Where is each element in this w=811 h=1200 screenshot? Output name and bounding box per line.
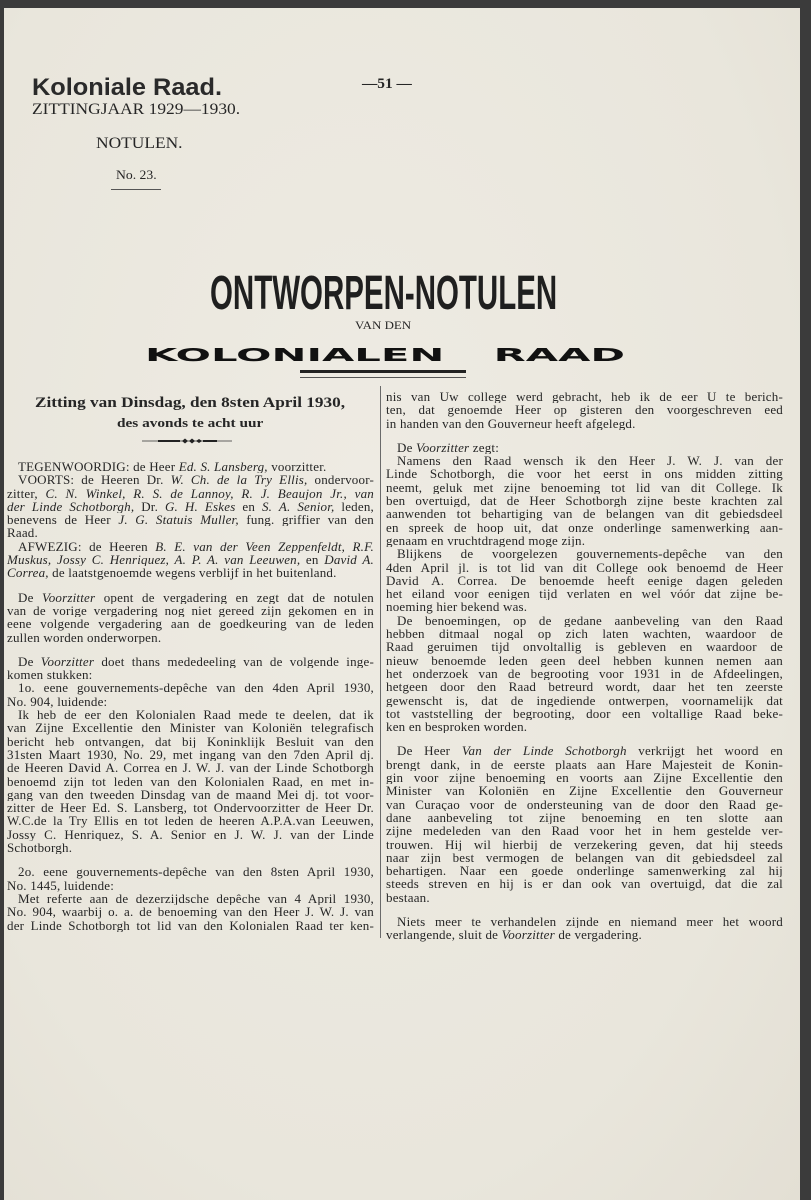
text-line-content — [18, 655, 374, 668]
document-title-text: ONTWORPEN-NOTULEN — [210, 267, 558, 320]
text-line-content — [18, 473, 374, 486]
issue-number-text: No. 23. — [116, 167, 157, 182]
text-run: Dr. — [134, 499, 165, 514]
text-run: ben overtuigd, dat de Heer Schotborgh zijne beste krachten zal — [386, 494, 783, 508]
text-line — [7, 460, 375, 473]
text-run: Linde Schotborgh, die voor het eerst in ons midden zitting — [386, 467, 783, 481]
text-line-content — [386, 600, 527, 613]
text-line-content — [386, 824, 783, 837]
text-line — [386, 824, 784, 837]
text-run: bestaan. — [386, 890, 430, 904]
text-line — [386, 707, 784, 720]
text-line — [386, 720, 784, 733]
text-line — [7, 695, 375, 708]
text-line — [386, 640, 784, 653]
italic-text-run: B. E. van der Veen Zeppenfeldt, R.F. — [155, 539, 374, 554]
text-line — [386, 928, 784, 941]
text-line-content — [7, 788, 374, 801]
page-number — [362, 76, 412, 93]
text-line — [7, 681, 375, 694]
text-line — [7, 566, 375, 579]
text-line — [386, 811, 784, 824]
text-run: VOORTS: de Heeren Dr. — [18, 473, 171, 487]
text-line-content — [386, 694, 783, 707]
text-line — [7, 828, 375, 841]
title-rule-thick — [300, 370, 466, 373]
text-run: behartigen. Naar een goede onderlinge samenwerking zal hij — [386, 864, 783, 878]
text-line — [7, 865, 375, 878]
text-run: opent de vergadering en zegt dat de notulen — [95, 590, 374, 604]
text-run: zullen worden onderworpen. — [7, 630, 162, 644]
text-run: De — [18, 590, 42, 604]
text-run: en — [300, 553, 325, 567]
text-run: doet thans mededeeling van de volgende inge- — [94, 654, 374, 669]
text-line-content — [7, 553, 374, 566]
text-section — [386, 441, 784, 734]
text-line — [386, 547, 784, 560]
text-line — [386, 694, 784, 707]
text-line — [386, 864, 784, 877]
meeting-heading-text: Zitting van Dinsdag, den 8sten April 1930, — [35, 395, 346, 411]
text-line-content — [18, 892, 374, 905]
text-line — [386, 680, 784, 693]
text-run: bericht heb ontvangen, dat bij Koninklijk Besluit van den — [7, 734, 374, 748]
column-divider — [380, 386, 381, 938]
paragraph — [386, 454, 784, 547]
italic-text-run: Voorzitter — [416, 440, 470, 455]
text-line — [7, 553, 375, 566]
text-run: en spreek de hoop uit, dat onze onderlinge samenwerking aan- — [386, 520, 783, 534]
text-section — [386, 390, 784, 430]
issue-number-underline — [111, 189, 161, 190]
text-line — [7, 604, 375, 617]
text-run: Minister van Koloniën en Zijne Excellentie den Gouverneur — [386, 784, 783, 798]
text-line-content — [397, 744, 783, 757]
text-run: Ik heb de eer den Kolonialen Raad mede te deelen, dat ik — [18, 708, 374, 722]
text-run: TEGENWOORDIG: de Heer — [18, 460, 179, 474]
text-run: De benoemingen, op de gedane aanbeveling van den Raad — [397, 613, 783, 628]
text-run: de laatstgenoemde wegens verblijf in het buitenland. — [48, 566, 337, 580]
session-year — [32, 101, 240, 119]
text-line — [7, 905, 375, 918]
text-line — [7, 668, 375, 681]
text-line-content — [7, 919, 374, 932]
text-line-content — [386, 574, 783, 587]
text-run: Niets meer te verhandelen zijnde en niemand meer het woord — [397, 914, 783, 929]
text-run: No. 904, waarbij o. a. de benoeming van den Heer J. W. J. van — [7, 905, 374, 919]
text-line-content — [7, 487, 374, 500]
text-line-content — [18, 708, 374, 721]
text-line-content — [18, 865, 374, 878]
meeting-time — [117, 415, 263, 431]
text-section — [386, 744, 784, 904]
text-run: 4den April jl. is tot lid van dit College ook benoemd de Heer — [386, 560, 783, 574]
text-run: De — [18, 654, 41, 669]
text-line — [7, 540, 375, 553]
text-run: hebben ditmaal nogal op zich laten wachten, waardoor de — [386, 627, 783, 641]
text-line-content — [386, 640, 783, 653]
text-run: het onderzoek van de begrooting voor 1931 in de Afdeelingen, — [386, 666, 783, 681]
italic-text-run: G. H. Eskes — [164, 499, 236, 514]
text-line-content — [386, 877, 783, 890]
ornament-diamond — [196, 439, 202, 443]
right-column-body — [386, 390, 784, 942]
text-line — [386, 891, 784, 904]
text-run: nis van Uw college werd gebracht, heb ik de eer U te berich- — [386, 390, 783, 404]
paragraph — [386, 744, 784, 904]
text-line-content — [386, 417, 636, 430]
text-run: De Heer — [397, 744, 462, 758]
text-run: 2o. eene gouvernements-depêche van den 8sten April 1930, — [18, 865, 374, 879]
ornament-bar-left — [158, 440, 180, 442]
text-line — [7, 748, 375, 761]
text-run: verlangende, sluit de — [386, 928, 502, 942]
text-run: tot vaststelling der begrooting, door een voltallige Raad beke- — [386, 706, 783, 721]
text-line-content — [7, 566, 337, 579]
text-line-content — [386, 561, 783, 574]
text-line-content — [7, 801, 374, 814]
text-line — [7, 526, 375, 539]
text-run: gin voor zijne benoeming en voorts aan Zijne Excellentie den — [386, 771, 783, 785]
text-line-content — [386, 467, 783, 480]
text-line — [386, 403, 784, 416]
text-line — [386, 467, 784, 480]
left-column-body — [7, 460, 375, 932]
text-line — [7, 892, 375, 905]
text-line-content — [7, 905, 374, 918]
paragraph — [386, 547, 784, 613]
text-run: ken en besproken worden. — [386, 720, 528, 734]
text-line-content — [386, 521, 783, 534]
text-run: Raad geruimen tijd onvoltallig is gebleven en waardoor de — [386, 640, 783, 654]
text-line-content — [386, 811, 783, 824]
italic-text-run: David A. — [324, 553, 374, 567]
text-run: der Linde Schotborgh tot lid van den Kolonialen Raad ter ken- — [7, 918, 374, 932]
text-run: No. 1445, luidende: — [7, 878, 115, 892]
italic-text-run: J. G. Statuis Muller, — [118, 513, 239, 527]
text-line-content — [386, 798, 783, 811]
text-line-content — [386, 654, 783, 667]
text-run: steeds streven en hij is er dan ook van overtuigd, dat die zal — [386, 877, 783, 891]
text-section — [7, 865, 375, 931]
text-run: W.C.de la Try Ellis en tot leden de heeren A.P.A.van Leeuwen, — [7, 814, 374, 828]
text-line — [7, 513, 375, 526]
paragraph — [7, 540, 375, 580]
text-line — [386, 627, 784, 640]
text-line-content — [7, 814, 374, 827]
text-line — [7, 631, 375, 644]
text-line-content — [7, 500, 374, 513]
text-line — [386, 494, 784, 507]
text-line-content — [7, 526, 38, 539]
text-run: verkrijgt het woord en — [626, 744, 784, 758]
text-run: AFWEZIG: de Heeren — [18, 539, 156, 554]
italic-text-run: S. A. Senior, — [261, 499, 335, 514]
paragraph — [386, 614, 784, 734]
ornament-bar-right — [203, 440, 217, 442]
paragraph — [7, 681, 375, 708]
text-run: fung. griffier van den — [238, 513, 375, 527]
meeting-time-text: des avonds te acht uur — [117, 415, 264, 430]
text-run: de Heeren David A. Correa en J. W. J. van der Linde Schotborgh — [7, 761, 374, 775]
text-line — [386, 838, 784, 851]
text-line — [386, 481, 784, 494]
text-run: en — [235, 499, 262, 514]
text-line-content — [386, 928, 642, 941]
text-line-content — [397, 547, 783, 560]
text-line-content — [386, 587, 783, 600]
text-run: het eiland voor eenigen tijd verlaten en wel vóór dat zijne be- — [386, 587, 783, 601]
ornament-diamond — [182, 439, 188, 444]
text-line — [7, 841, 375, 854]
text-line — [7, 591, 375, 604]
paragraph — [7, 892, 375, 932]
italic-text-run: Ed. S. Lansberg, — [178, 460, 268, 474]
text-line-content — [7, 631, 161, 644]
paragraph — [7, 591, 375, 644]
text-run: komen stukken: — [7, 668, 93, 682]
text-run: zegt: — [469, 440, 500, 455]
text-line — [386, 654, 784, 667]
text-line-content — [397, 614, 783, 627]
issue-number — [116, 167, 157, 183]
text-run: nieuw benoemde leden geen deel hebben kunnen nemen aan — [386, 653, 783, 667]
council-name-text: KOLONIALEN RAAD — [145, 345, 626, 366]
paragraph — [386, 390, 784, 430]
publication-title-text: Koloniale Raad. — [32, 74, 223, 101]
text-line — [386, 507, 784, 520]
text-run: zijne medeleden van den Raad voor het in hem gestelde ver- — [386, 824, 783, 838]
text-line — [386, 667, 784, 680]
text-line — [386, 851, 784, 864]
text-line-content — [386, 758, 783, 771]
text-run: eene volgende vergadering aan de goedkeuring van de leden — [7, 617, 374, 631]
text-line-content — [386, 720, 527, 733]
text-line-content — [7, 604, 374, 617]
text-line-content — [386, 481, 783, 494]
text-run: van Curaçao voor de ondersteuning van de door den Raad ge- — [386, 797, 783, 811]
text-run: Namens den Raad wensch ik den Heer J. W. J. van der — [397, 454, 783, 468]
text-line — [386, 744, 784, 757]
text-line-content — [397, 454, 783, 467]
text-section — [7, 460, 375, 580]
text-line — [7, 500, 375, 513]
text-run: zitter, — [7, 486, 46, 500]
text-line — [7, 708, 375, 721]
text-run: naar zijn best vermogen de belangen van dit gebiedsdeel zal — [386, 850, 783, 865]
text-line — [386, 784, 784, 797]
text-line-content — [7, 513, 374, 526]
text-line — [386, 798, 784, 811]
text-line-content — [18, 460, 326, 473]
text-run: van Zijne Excellentie den Minister van Koloniën telegrafisch — [7, 721, 374, 735]
text-run: Schotborgh. — [7, 841, 73, 855]
text-line-content — [386, 891, 430, 904]
text-line — [7, 487, 375, 500]
text-line — [7, 775, 375, 788]
text-run: ondervoor- — [307, 473, 374, 487]
text-line-content — [386, 864, 783, 877]
text-line-content — [7, 617, 374, 630]
text-line — [7, 788, 375, 801]
text-run: Met referte aan de dezerzijdsche depêche van 4 April 1930, — [18, 891, 374, 906]
text-line — [386, 600, 784, 613]
text-run: No. 904, luidende: — [7, 694, 108, 709]
text-line-content — [386, 851, 783, 864]
text-run: Jossy C. Henriquez, S. A. Senior en J. W. J. van der Linde — [7, 827, 374, 842]
italic-text-run: der Linde Schotborgh, — [7, 499, 135, 514]
text-line — [386, 574, 784, 587]
text-line-content — [7, 761, 374, 774]
text-line-content — [7, 695, 107, 708]
text-line — [386, 771, 784, 784]
text-run: Raad. — [7, 526, 38, 540]
text-run: hetgeen door den Raad betreurd wordt, daar het ten zeerste — [386, 680, 783, 694]
text-line-content — [7, 748, 374, 761]
text-line — [386, 390, 784, 403]
text-run: voorzitter. — [267, 460, 327, 474]
text-line-content — [397, 441, 499, 454]
text-line — [386, 877, 784, 890]
text-line-content — [397, 915, 783, 928]
text-line-content — [386, 771, 783, 784]
text-line-content — [18, 681, 374, 694]
text-line — [386, 758, 784, 771]
text-section — [386, 915, 784, 942]
text-run: gewenscht is, dat de ingediende ontwerpen, voornamelijk dat — [386, 693, 783, 707]
text-run: trouwen. Hij wil hierbij de verzekering geven, dat hij steeds — [386, 837, 783, 851]
document-title — [210, 266, 557, 321]
paragraph — [7, 473, 375, 539]
text-line — [386, 521, 784, 534]
paragraph — [386, 441, 784, 454]
italic-text-run: Voorzitter — [40, 654, 95, 669]
text-line-content — [7, 775, 374, 788]
ornament-diamond — [189, 439, 195, 444]
text-line — [7, 735, 375, 748]
text-line — [7, 721, 375, 734]
text-line-content — [386, 707, 783, 720]
title-connector — [355, 318, 411, 333]
text-line — [386, 454, 784, 467]
session-year-text: ZITTINGJAAR 1929—1930. — [32, 101, 241, 118]
italic-text-run: Voorzitter — [501, 928, 555, 942]
text-line-content — [7, 721, 374, 734]
text-line — [7, 919, 375, 932]
text-line-content — [386, 680, 783, 693]
text-line-content — [386, 534, 585, 547]
text-line-content — [18, 540, 374, 553]
meeting-heading — [35, 395, 345, 412]
text-section — [7, 655, 375, 854]
text-run: neemt, geluk met zijne benoeming tot lid van dit College. Ik — [386, 480, 783, 495]
text-section — [7, 591, 375, 644]
text-line — [7, 473, 375, 486]
text-line-content — [386, 627, 783, 640]
paragraph — [7, 655, 375, 682]
italic-text-run: Muskus, Jossy C. Henriquez, A. P. A. van Leeuwen, — [7, 553, 301, 567]
text-line-content — [18, 591, 374, 604]
text-run: 1o. eene gouvernements-depêche van den 4den April 1930, — [18, 681, 374, 695]
title-rule-thin — [300, 377, 466, 378]
text-line — [7, 617, 375, 630]
text-line-content — [7, 828, 374, 841]
text-run: David A. Correa. De benoemde heeft eenige dagen geleden — [386, 573, 783, 588]
paragraph — [7, 460, 375, 473]
text-line-content — [386, 403, 783, 416]
text-run: genaam en vruchtdragend moge zijn. — [386, 533, 586, 548]
text-run: gang van den tweeden Dinsdag van de maand Mei dj. tot voor- — [7, 787, 374, 802]
text-line — [7, 879, 375, 892]
text-line-content — [386, 507, 783, 520]
text-run: noeming hier bekend was. — [386, 600, 528, 614]
text-line — [386, 614, 784, 627]
text-run: de vergadering. — [554, 928, 642, 942]
text-line-content — [386, 390, 783, 403]
text-line-content — [386, 784, 783, 797]
section-label-text: NOTULEN. — [96, 135, 183, 152]
paragraph — [386, 915, 784, 942]
italic-text-run: Voorzitter — [42, 590, 96, 604]
text-run: aanwenden tot behartiging van de belangen van dit gebiedsdeel — [386, 507, 783, 521]
text-run: zitter de Heer Ed. S. Lansberg, tot Ondervoorzitter de Heer Dr. — [7, 801, 374, 815]
text-line — [7, 814, 375, 827]
text-line — [386, 534, 784, 547]
text-line-content — [7, 735, 374, 748]
text-run: van de vorige vergadering nog niet gereed zijn gekomen en in — [7, 603, 374, 618]
italic-text-run: Correa, — [7, 566, 49, 580]
text-run: brengt dank, in de eerste plaats aan Hare Majesteit de Konin- — [386, 757, 783, 772]
text-line — [386, 587, 784, 600]
section-label — [96, 135, 183, 153]
paragraph — [7, 708, 375, 854]
text-run: 31sten Maart 1930, No. 29, met ingang van den 7den April dj. — [7, 747, 374, 762]
council-name-banner — [145, 345, 625, 366]
text-run: Blijkens de voorgelezen gouvernements-depêche van den — [397, 547, 783, 561]
text-line — [386, 417, 784, 430]
text-line-content — [7, 668, 93, 681]
italic-text-run: C. N. Winkel, R. S. de Lannoy, R. J. Beaujon Jr., van — [45, 486, 374, 500]
text-run: benevens de Heer — [7, 513, 119, 527]
publication-title — [32, 74, 222, 102]
text-line — [386, 561, 784, 574]
text-run: leden, — [334, 499, 375, 514]
text-line-content — [7, 841, 72, 854]
title-connector-text: VAN DEN — [355, 318, 412, 332]
text-line — [7, 761, 375, 774]
italic-text-run: Van der Linde Schotborgh — [461, 744, 627, 758]
italic-text-run: W. Ch. de la Try Ellis, — [170, 473, 308, 487]
text-line — [386, 441, 784, 454]
text-line-content — [386, 667, 783, 680]
page-number-text: —51 — — [362, 76, 412, 92]
ornament-divider — [142, 436, 232, 446]
text-line-content — [7, 879, 114, 892]
text-line — [7, 801, 375, 814]
text-line-content — [386, 494, 783, 507]
text-line-content — [386, 838, 783, 851]
paragraph — [7, 865, 375, 892]
text-line — [7, 655, 375, 668]
text-run: ten, dat genoemde Heer op gisteren den voorgeschreven eed — [386, 403, 783, 417]
text-run: in handen van den Gouverneur heeft afgelegd. — [386, 416, 636, 430]
text-run: De — [397, 440, 417, 455]
text-run: dane aanbeveling tot zijne benoeming en ten slotte aan — [386, 810, 783, 825]
text-line — [386, 915, 784, 928]
text-run: benoemd zijn tot leden van den Kolonialen Raad, en met in- — [7, 774, 374, 788]
